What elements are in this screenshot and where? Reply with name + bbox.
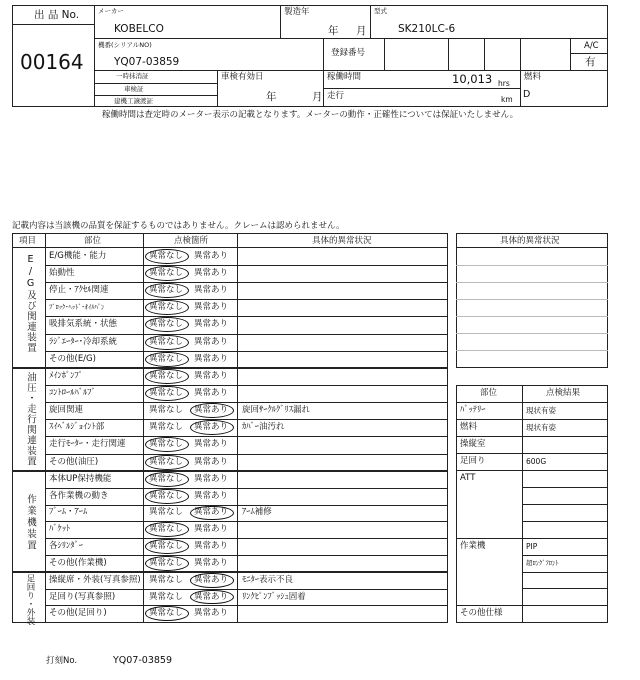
row-part-label: 始動性: [49, 268, 75, 279]
maker-label: メーカー: [98, 7, 124, 15]
option-normal: 異常なし: [149, 251, 184, 262]
option-normal: 異常なし: [149, 268, 184, 279]
option-normal: 異常なし: [149, 473, 184, 484]
side-att-label: ATT: [460, 473, 476, 483]
row-part-label: 吸排気系統・状態: [49, 319, 118, 330]
row-part-label: その他(E/G): [49, 353, 96, 364]
circle-mark-normal: [145, 266, 189, 281]
option-normal: 異常なし: [149, 285, 184, 296]
fuel-value: D: [523, 89, 531, 100]
option-abnormal: 異常あり: [194, 422, 229, 433]
circle-mark-abnormal: [190, 590, 234, 605]
row-part-label: ｽｲﾍﾞﾙｼﾞｮｲﾝﾄ部: [49, 422, 105, 433]
circle-mark-normal: [145, 335, 189, 350]
row-detail: ﾓﾆﾀｰ表示不良: [242, 574, 294, 585]
option-normal: 異常なし: [149, 439, 184, 450]
table-row: [45, 555, 447, 572]
circle-mark-normal: [145, 489, 189, 504]
table-row: [45, 282, 447, 299]
circle-mark-normal: [145, 386, 189, 401]
ac-label: A/C: [584, 41, 599, 51]
km-unit: km: [501, 95, 513, 104]
side-undercarriage-value: 600G: [526, 457, 547, 466]
row-part-label: その他(作業機): [49, 557, 107, 568]
row-part-label: 操縦席・外装(写真参照): [49, 574, 141, 585]
inspection-month-unit: 月: [312, 91, 323, 103]
row-part-label: 足回り(写真参照): [49, 591, 116, 602]
table-row: [45, 248, 447, 265]
table-row: [45, 402, 447, 419]
option-abnormal: 異常あり: [194, 251, 229, 262]
row-part-label: 停止・ｱｸｾﾙ関連: [49, 285, 109, 296]
year-unit: 年: [328, 25, 339, 37]
option-abnormal: 異常あり: [194, 285, 229, 296]
option-abnormal: 異常あり: [194, 371, 229, 382]
hours-label: 稼働時間: [327, 72, 362, 82]
circle-mark-normal: [145, 283, 189, 298]
group-label-undercarriage: 足回り・外装: [25, 574, 35, 625]
inspection-cert-label: 車検証: [124, 85, 144, 93]
header-points: 点検箇所: [174, 236, 209, 246]
side-cab-label: 操縦室: [460, 439, 486, 449]
option-normal: 異常なし: [149, 591, 184, 602]
header-item: 項目: [19, 236, 37, 246]
option-normal: 異常なし: [149, 507, 184, 518]
side-work-machine-value-1: PIP: [526, 542, 538, 551]
table-row: [45, 505, 447, 522]
option-abnormal: 異常あり: [194, 541, 229, 552]
option-normal: 異常なし: [149, 302, 184, 313]
side-work-machine-value-2: 超ﾛﾝｸﾞﾌﾛﾝﾄ: [526, 559, 559, 567]
table-row: [45, 488, 447, 505]
circle-mark-normal: [145, 300, 189, 315]
row-detail: ﾘﾝｸﾋﾟﾝﾌﾞｯｼｭ固着: [242, 591, 306, 602]
serial-label: 機番(シリアルNO): [98, 41, 152, 49]
table-row: [45, 265, 447, 282]
option-abnormal: 異常あり: [194, 319, 229, 330]
row-part-label: ﾗｼﾞｴｰﾀｰ･冷却系統: [49, 336, 118, 347]
table-row: [45, 436, 447, 453]
inspection-year-unit: 年: [266, 91, 277, 103]
option-abnormal: 異常あり: [194, 473, 229, 484]
circle-mark-normal: [145, 369, 189, 384]
mileage-label: 走行: [327, 91, 345, 101]
group-label-hydraulic: 油圧・走行関連装置: [25, 372, 36, 467]
row-detail: 旋回ｻｰｸﾙｸﾞﾘｽ漏れ: [242, 405, 311, 416]
circle-mark-normal: [145, 472, 189, 487]
option-abnormal: 異常あり: [194, 439, 229, 450]
side-fuel-value: 現状有姿: [526, 423, 556, 432]
table-row: [45, 351, 447, 368]
table-row: [45, 316, 447, 333]
row-part-label: その他(足回り): [49, 608, 107, 619]
option-abnormal: 異常あり: [194, 336, 229, 347]
option-abnormal: 異常あり: [194, 268, 229, 279]
serial-value: YQ07-03859: [114, 56, 180, 68]
row-part-label: 走行ﾓｰﾀｰ・走行関連: [49, 439, 126, 450]
option-normal: 異常なし: [149, 456, 184, 467]
circle-mark-normal: [145, 317, 189, 332]
circle-mark-normal: [145, 606, 189, 621]
transfer-cert-label: 建機工譲渡証: [114, 97, 153, 105]
side-details-header: 具体的異常状況: [500, 236, 560, 246]
engraved-label: 打刻No.: [46, 656, 78, 666]
row-part-label: 各ｼﾘﾝﾀﾞｰ: [49, 541, 84, 552]
option-normal: 異常なし: [149, 574, 184, 585]
quality-note: 記載内容は当該機の品質を保証するものではありません。クレームは認められません。: [12, 221, 345, 231]
option-abnormal: 異常あり: [194, 490, 229, 501]
maker-value: KOBELCO: [114, 23, 164, 35]
row-part-label: 本体UP保持機能: [49, 473, 112, 484]
option-normal: 異常なし: [149, 353, 184, 364]
table-row: [45, 454, 447, 471]
row-part-label: 旋回関連: [49, 405, 84, 416]
header-details: 具体的異常状況: [312, 236, 372, 246]
circle-mark-abnormal: [190, 506, 234, 521]
circle-mark-normal: [145, 522, 189, 537]
side-battery-value: 現状有姿: [526, 406, 556, 415]
lot-label: 出 品 No.: [34, 9, 80, 21]
row-detail: ｶﾊﾞｰ油汚れ: [242, 422, 285, 433]
table-row: [45, 572, 447, 589]
option-normal: 異常なし: [149, 541, 184, 552]
circle-mark-normal: [145, 556, 189, 571]
row-part-label: ｺﾝﾄﾛｰﾙﾊﾞﾙﾌﾞ: [49, 388, 96, 399]
circle-mark-normal: [145, 539, 189, 554]
option-abnormal: 異常あり: [194, 405, 229, 416]
circle-mark-normal: [145, 352, 189, 367]
option-normal: 異常なし: [149, 388, 184, 399]
row-part-label: その他(油圧): [49, 456, 99, 467]
table-row: [45, 419, 447, 436]
table-row: [45, 385, 447, 402]
table-row: [45, 538, 447, 555]
option-normal: 異常なし: [149, 422, 184, 433]
option-abnormal: 異常あり: [194, 524, 229, 535]
option-abnormal: 異常あり: [194, 302, 229, 313]
row-part-label: E/G機能・能力: [49, 251, 107, 262]
table-row: [45, 334, 447, 351]
row-part-label: 各作業機の動き: [49, 490, 109, 501]
option-abnormal: 異常あり: [194, 507, 229, 518]
group-label-engine: E/G及び関連装置: [25, 254, 36, 353]
row-part-label: ﾌﾞﾛｯｸ･ﾍｯﾄﾞ･ｵｲﾙﾊﾟﾝ: [49, 303, 105, 312]
table-row: [45, 605, 447, 622]
option-abnormal: 異常あり: [194, 608, 229, 619]
year-label: 製造年: [284, 7, 310, 17]
option-normal: 異常なし: [149, 608, 184, 619]
circle-mark-normal: [145, 249, 189, 264]
option-abnormal: 異常あり: [194, 591, 229, 602]
table-row: [45, 471, 447, 488]
hours-unit: hrs: [498, 79, 510, 88]
model-value: SK210LC-6: [398, 23, 456, 35]
month-unit: 月: [356, 25, 367, 37]
hours-note: 稼働時間は査定時のメーター表示の記載となります。メーターの動作・正確性については保証いたしません。: [102, 110, 519, 120]
group-label-work-machine: 作業機装置: [25, 494, 36, 552]
option-abnormal: 異常あり: [194, 353, 229, 364]
circle-mark-normal: [145, 455, 189, 470]
option-normal: 異常なし: [149, 490, 184, 501]
table-row: [45, 299, 447, 316]
side-part-header: 部位: [480, 388, 498, 398]
option-normal: 異常なし: [149, 319, 184, 330]
circle-mark-normal: [145, 437, 189, 452]
registration-label: 登録番号: [331, 48, 366, 58]
inspection-validity-label: 車検有効日: [221, 72, 264, 82]
fuel-label: 燃料: [524, 72, 542, 82]
engraved-value: YQ07-03859: [113, 655, 173, 666]
option-normal: 異常なし: [149, 405, 184, 416]
model-label: 型式: [374, 7, 387, 15]
side-other-label: その他仕様: [460, 608, 503, 618]
side-result-header: 点検結果: [546, 388, 581, 398]
row-detail: ｱｰﾑ補修: [242, 507, 272, 518]
option-normal: 異常なし: [149, 371, 184, 382]
side-fuel-label: 燃料: [460, 422, 478, 432]
option-abnormal: 異常あり: [194, 456, 229, 467]
row-part-label: ﾒｲﾝﾎﾟﾝﾌﾟ: [49, 371, 84, 382]
option-normal: 異常なし: [149, 524, 184, 535]
circle-mark-abnormal: [190, 573, 234, 588]
hours-value: 10,013: [452, 72, 493, 86]
row-part-label: ﾌﾞｰﾑ・ｱｰﾑ: [49, 507, 88, 518]
option-normal: 異常なし: [149, 336, 184, 347]
option-abnormal: 異常あり: [194, 557, 229, 568]
circle-mark-abnormal: [190, 403, 234, 418]
row-part-label: ﾊﾞｹｯﾄ: [49, 524, 71, 535]
option-normal: 異常なし: [149, 557, 184, 568]
table-row: [45, 589, 447, 606]
lot-number: 00164: [20, 50, 84, 74]
side-work-machine-label: 作業機: [460, 541, 486, 551]
header-part: 部位: [84, 236, 102, 246]
option-abnormal: 異常あり: [194, 574, 229, 585]
side-battery-label: ﾊﾞｯﾃﾘｰ: [460, 405, 486, 415]
circle-mark-abnormal: [190, 420, 234, 435]
temp-permit-label: 一時抹消証: [116, 72, 149, 80]
table-row: [45, 368, 447, 385]
side-undercarriage-label: 足回り: [460, 456, 486, 466]
ac-value: 有: [585, 56, 596, 68]
option-abnormal: 異常あり: [194, 388, 229, 399]
table-row: [45, 521, 447, 538]
